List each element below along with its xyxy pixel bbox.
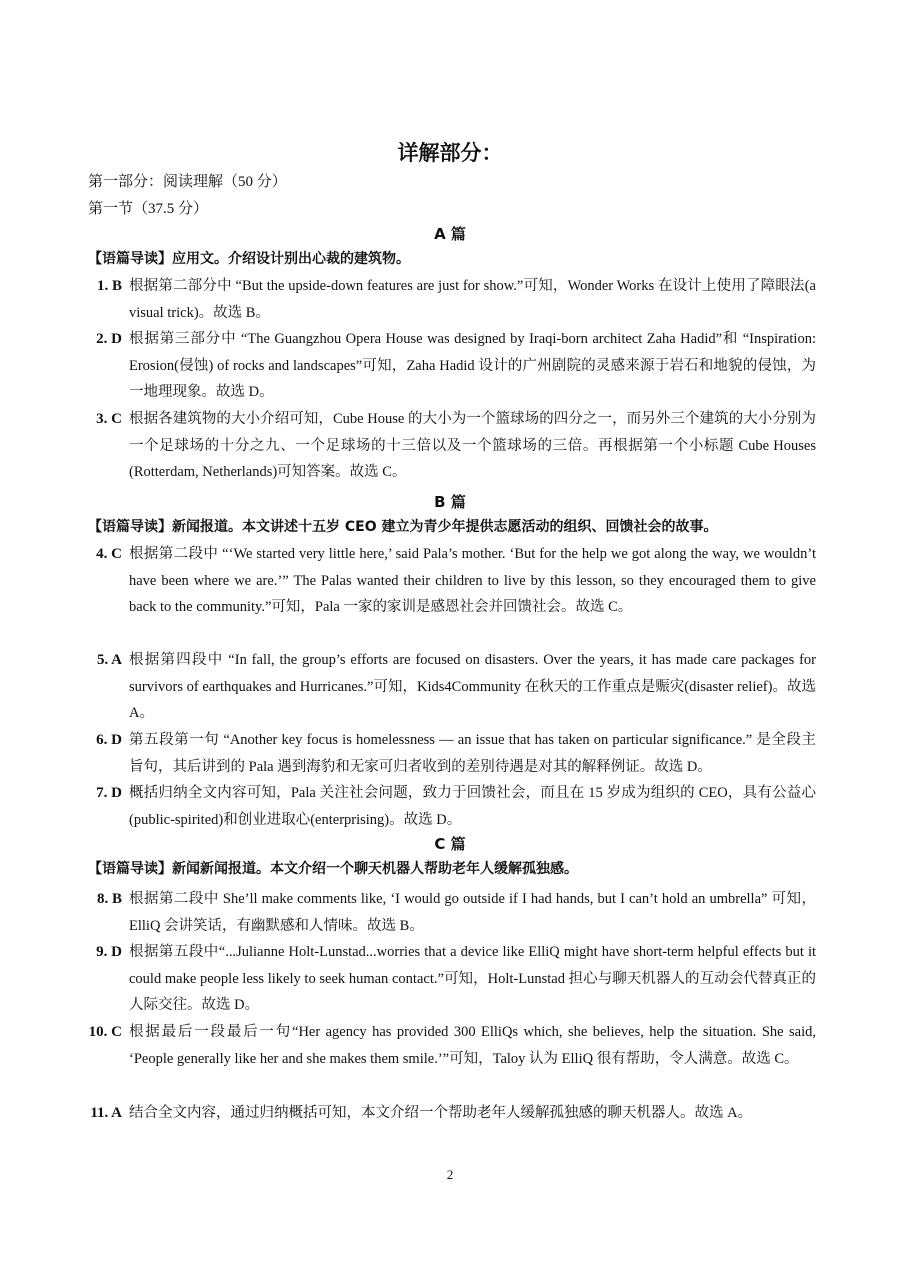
answer-number: 11. A — [90, 1105, 122, 1121]
page-number: 2 — [446, 1167, 454, 1182]
answer-explanation: 第五段第一句 “Another key focus is homelessness — an issue that has taken on particular significance.” 是全段主旨句，其后讲到的 Pala 遇到海豹和无家可归者收到的差别待遇是对其的解释例证。故选 D。 — [129, 732, 816, 775]
answer-number: 9. D — [96, 944, 122, 960]
answer-explanation: 根据第二段中 “‘We started very little here,’ said Pala’s mother. ‘But for the help we got along the way, we wouldn’t have been where we are.’” The Palas wanted their children to live by this lesson, so they encouraged them to give back to the community.”可知，Pala 一家的家训是感恩社会并回馈社会。故选 C。 — [129, 546, 816, 615]
passage-guide-b: 【语篇导读】新闻报道。本文讲述十五岁 CEO 建立为青少年提供志愿活动的组织、回馈社会的故事。 — [88, 519, 718, 535]
part-label: 第一部分：阅读理解（50 分） — [88, 174, 287, 190]
answer-number: 2. D — [96, 331, 122, 347]
section-label: 第一节（37.5 分） — [88, 201, 209, 217]
page-title: 详解部分： — [397, 141, 503, 165]
answer-explanation: 根据第二部分中 “But the upside-down features are just for show.”可知，Wonder Works 在设计上使用了障眼法(a visual trick)。故选 B。 — [129, 278, 816, 321]
passage-heading-a: A 篇 — [434, 225, 466, 243]
answer-number: 4. C — [96, 546, 122, 562]
answer-number: 1. B — [96, 278, 122, 294]
answer-explanation: 根据第四段中 “In fall, the group’s efforts are focused on disasters. Over the years, it has made care packages for survivors of earthquakes and Hurricanes.”可知，Kids4Community 在秋天的工作重点是赈灾(disaster relief)。故选 A。 — [129, 652, 816, 721]
answer-explanation: 根据最后一段最后一句“Her agency has provided 300 ElliQs which, she believes, help the situation. She said, ‘People generally like her and she makes them smile.’”可知，Taloy 认为 ElliQ 很有帮助，令人满意。故选 C。 — [129, 1024, 816, 1067]
answer-explanation: 根据各建筑物的大小介绍可知，Cube House 的大小为一个篮球场的四分之一，而另外三个建筑的大小分别为一个足球场的十分之九、一个足球场的十三倍以及一个篮球场的三倍。再根据第一个小标题 Cube Houses (Rotterdam, Netherlands)可知答案。故选 C。 — [129, 411, 816, 480]
passage-guide-c: 【语篇导读】新闻新闻报道。本文介绍一个聊天机器人帮助老年人缓解孤独感。 — [88, 861, 578, 877]
answer-explanation: 根据第五段中“...Julianne Holt-Lunstad...worries that a device like ElliQ might have short-term helpful effects but it could make people less likely to seek human contact.”可知，Holt-Lunstad 担心与聊天机器人的互动会代替真正的人际交往。故选 D。 — [129, 944, 816, 1013]
passage-guide-a: 【语篇导读】应用文。介绍设计别出心裁的建筑物。 — [88, 251, 410, 267]
answer-number: 6. D — [96, 732, 122, 748]
answer-explanation: 根据第三部分中 “The Guangzhou Opera House was designed by Iraqi-born architect Zaha Hadid”和 “Inspiration: Erosion(侵蚀) of rocks and landscapes”可知，Zaha Hadid 设计的广州剧院的灵感来源于岩石和地貌的侵蚀，为一地理现象。故选 D。 — [129, 331, 816, 400]
answer-number: 8. B — [96, 891, 122, 907]
answer-number: 10. C — [88, 1024, 122, 1040]
passage-heading-c: C 篇 — [434, 835, 466, 853]
answer-number: 3. C — [96, 411, 122, 427]
passage-heading-b: B 篇 — [434, 493, 466, 511]
answer-number: 7. D — [96, 785, 122, 801]
answer-explanation: 根据第二段中 She’ll make comments like, ‘I would go outside if I had hands, but I can’t hold an umbrella” 可知，ElliQ 会讲笑话，有幽默感和人情味。故选 B。 — [129, 891, 816, 934]
answer-explanation: 概括归纳全文内容可知，Pala 关注社会问题，致力于回馈社会，而且在 15 岁成为组织的 CEO，具有公益心(public-spirited)和创业进取心(enterprising)。故选 D。 — [129, 785, 816, 828]
answer-explanation: 结合全文内容，通过归纳概括可知，本文介绍一个帮助老年人缓解孤独感的聊天机器人。故选 A。 — [129, 1105, 753, 1121]
answer-number: 5. A — [96, 652, 122, 668]
